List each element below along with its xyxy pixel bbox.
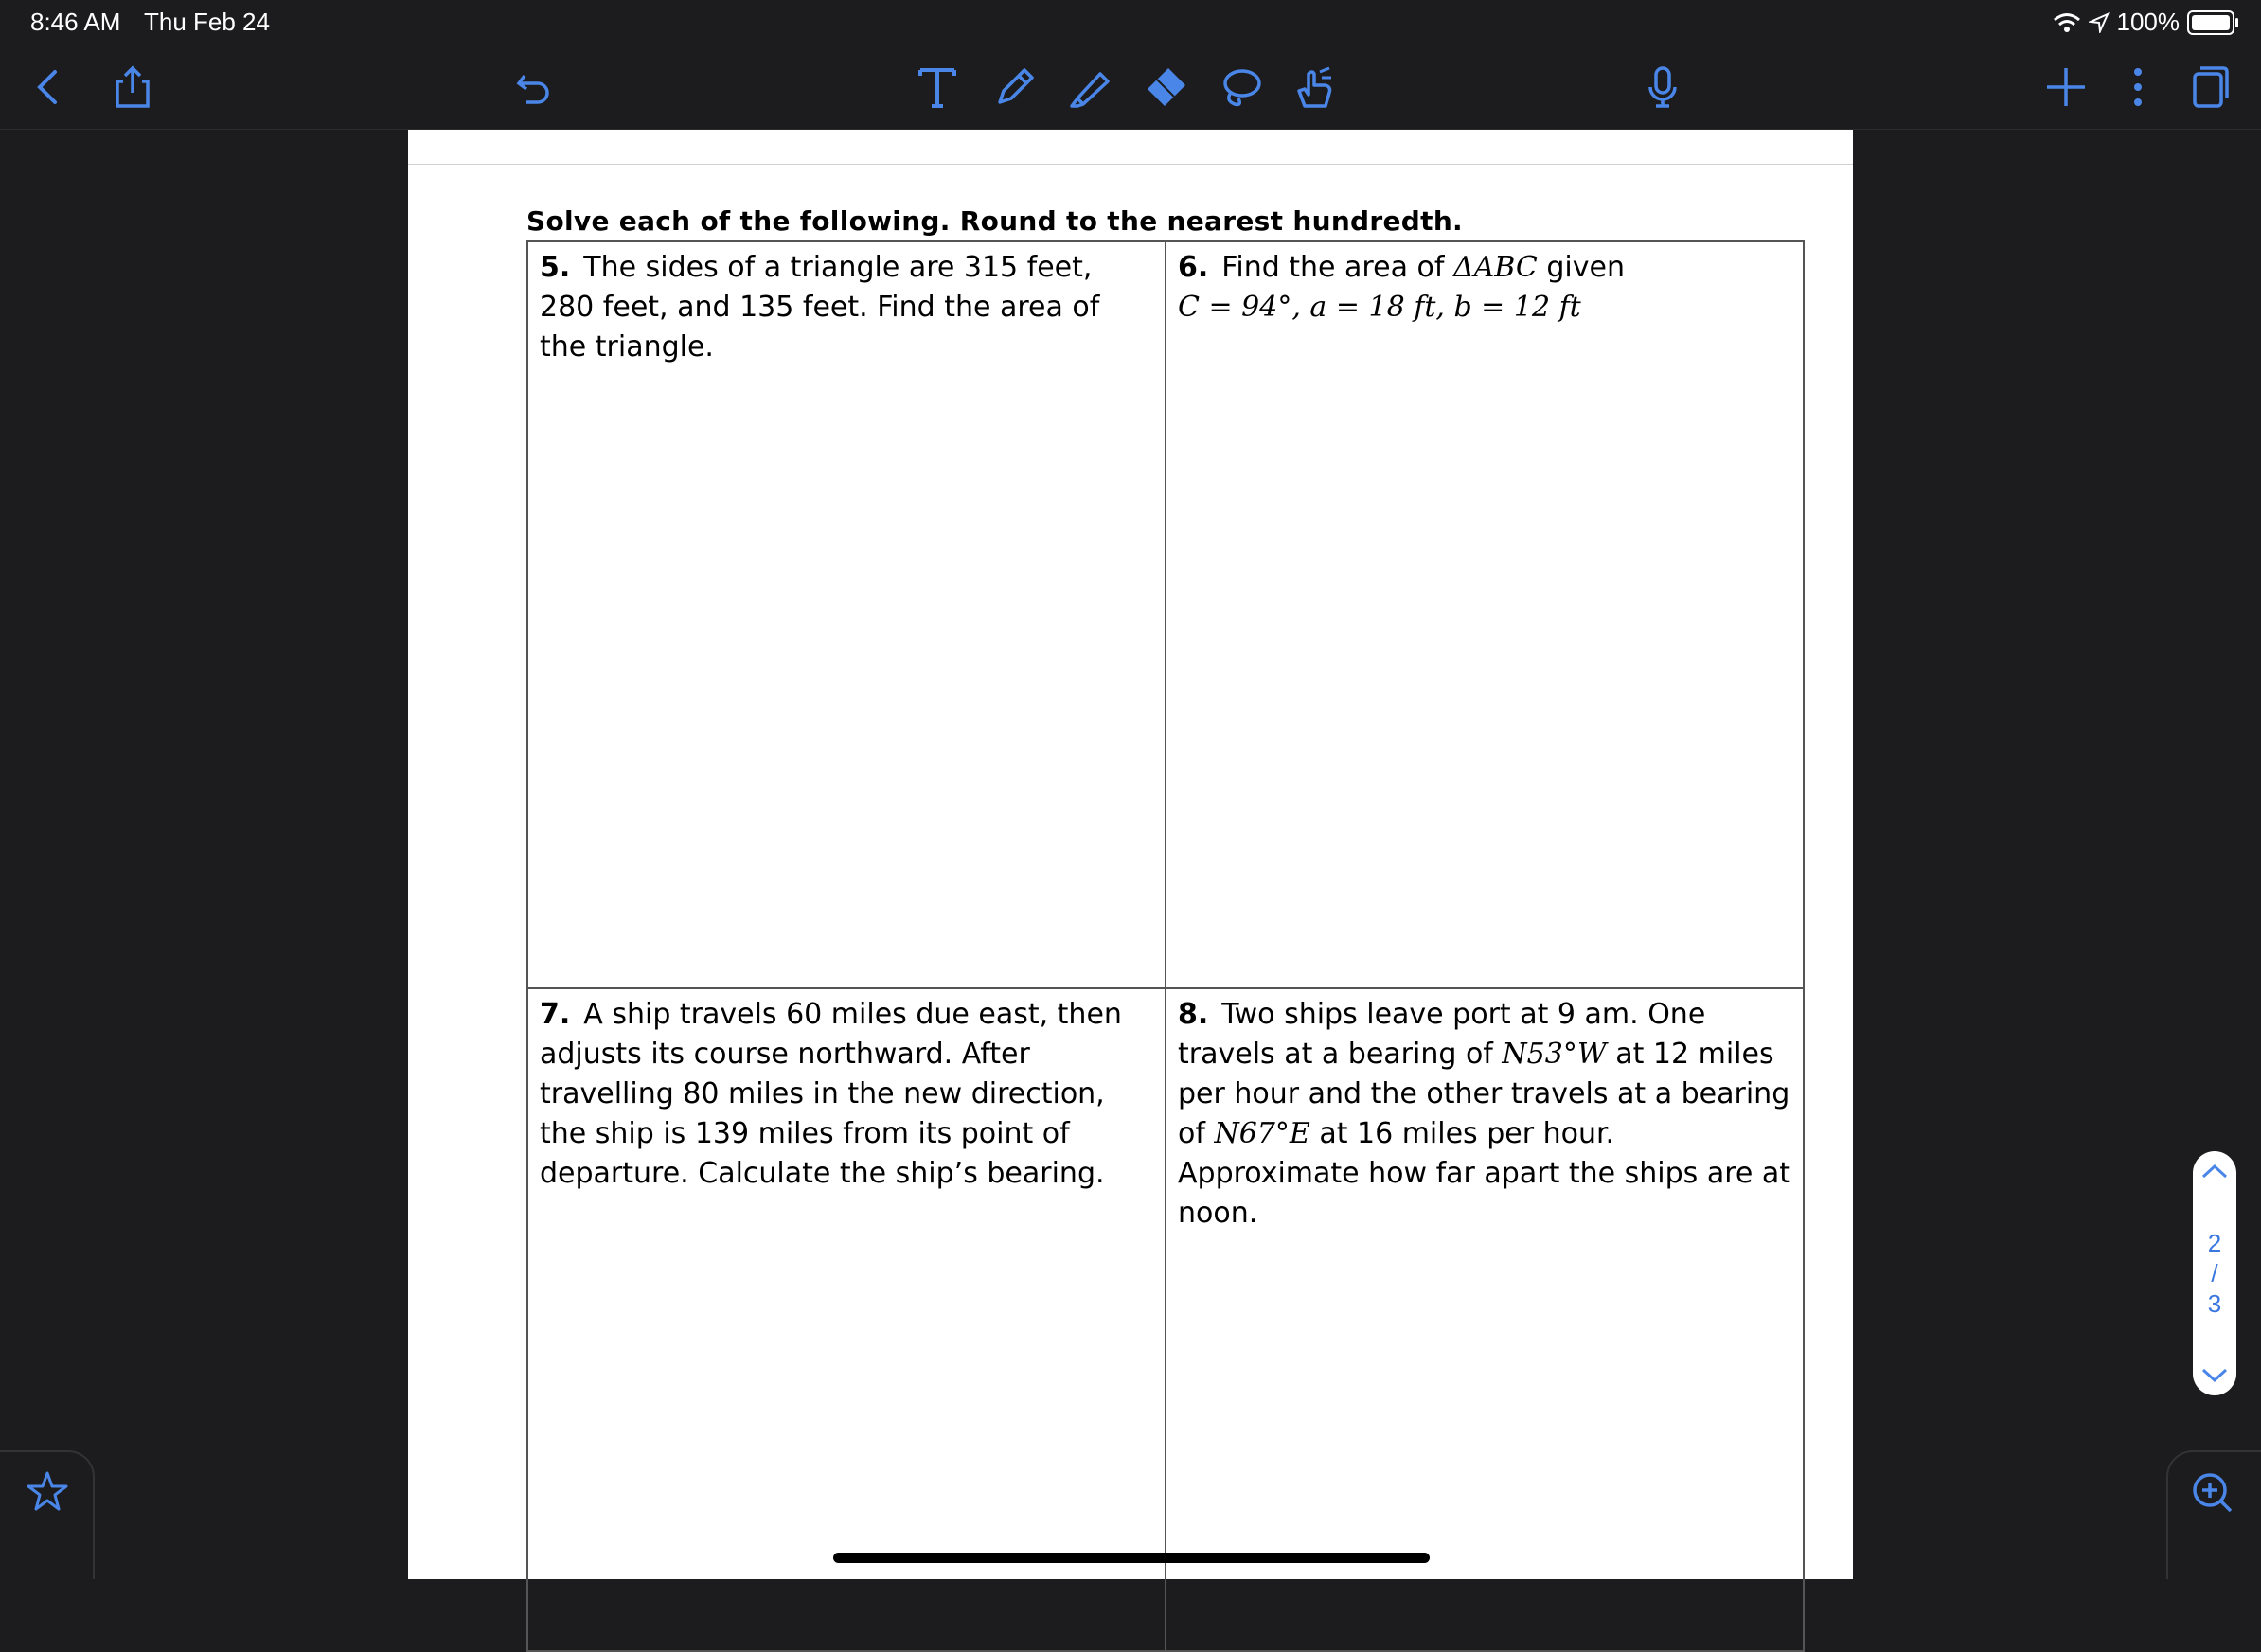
home-indicator[interactable]	[833, 1553, 1430, 1563]
math-expression: C = 94°, a = 18 ft, b = 12 ft	[1178, 291, 1581, 324]
problem-number: 8.	[1178, 998, 1209, 1031]
zoom-in-icon[interactable]	[2189, 1469, 2234, 1515]
pen-icon[interactable]	[985, 57, 1045, 117]
status-time: 8:46 AM	[30, 8, 121, 36]
zoom-panel	[2166, 1450, 2261, 1579]
problem-grid	[526, 240, 1805, 1652]
page-indicator	[2208, 1228, 2221, 1319]
page-divider	[408, 164, 1853, 165]
problem-6	[1166, 242, 1805, 989]
microphone-icon[interactable]	[1632, 57, 1693, 117]
problem-text: Two ships leave port at 9 am. One travels at a bearing of	[1178, 998, 1706, 1071]
problem-5	[528, 242, 1166, 989]
hand-pointer-icon[interactable]	[1284, 57, 1344, 117]
problem-text: A ship travels 60 miles due east, then adjusts its course northward. After travelling 80 miles in the new direction, the ship is 139 miles from its point of departure. Calculate the ship’s bearing.	[540, 998, 1122, 1190]
math-expression: N53°W	[1502, 1038, 1607, 1071]
undo-icon[interactable]	[504, 57, 564, 117]
status-bar	[0, 0, 2261, 45]
problem-text: at 12 miles per hour and the other travels at a bearing of	[1178, 1038, 1790, 1150]
page-navigator	[2193, 1151, 2236, 1395]
share-icon[interactable]	[102, 57, 163, 117]
problem-number: 5.	[540, 251, 571, 284]
add-icon[interactable]	[2036, 57, 2096, 117]
lasso-icon[interactable]	[1210, 57, 1271, 117]
math-expression: N67°E	[1214, 1117, 1310, 1150]
battery-icon	[2187, 10, 2234, 35]
problem-text: at 16 miles per hour. Approximate how far apart the ships are at noon.	[1178, 1117, 1791, 1230]
highlighter-icon[interactable]	[1060, 57, 1121, 117]
math-expression: ΔABC	[1452, 251, 1538, 284]
battery-percent: 100%	[2116, 8, 2180, 36]
total-pages: 3	[2207, 1289, 2222, 1318]
page-separator: /	[2211, 1259, 2218, 1288]
text-tool-icon[interactable]	[907, 57, 968, 117]
problem-text: given	[1537, 251, 1625, 284]
back-icon[interactable]	[19, 57, 80, 117]
more-icon[interactable]	[2108, 57, 2168, 117]
chevron-down-icon[interactable]	[2200, 1367, 2229, 1384]
pages-icon[interactable]	[2180, 57, 2240, 117]
problem-text: Find the area of	[1221, 251, 1453, 284]
document-page[interactable]	[408, 130, 1853, 1579]
problem-number: 6.	[1178, 251, 1209, 284]
problem-number: 7.	[540, 998, 571, 1031]
instructions: Solve each of the following. Round to the nearest hundredth.	[526, 205, 1463, 237]
status-date: Thu Feb 24	[144, 8, 270, 36]
star-icon[interactable]	[25, 1469, 70, 1515]
wifi-icon	[2053, 11, 2081, 34]
eraser-icon[interactable]	[1136, 57, 1197, 117]
current-page: 2	[2207, 1229, 2222, 1257]
problem-text: The sides of a triangle are 315 feet, 280 feet, and 135 feet. Find the area of the triangle.	[540, 251, 1100, 364]
chevron-up-icon[interactable]	[2200, 1163, 2229, 1180]
favorite-panel	[0, 1450, 95, 1579]
status-indicators	[2053, 8, 2235, 37]
worksheet	[526, 205, 1805, 1652]
location-icon	[2089, 12, 2110, 33]
toolbar	[0, 45, 2261, 130]
